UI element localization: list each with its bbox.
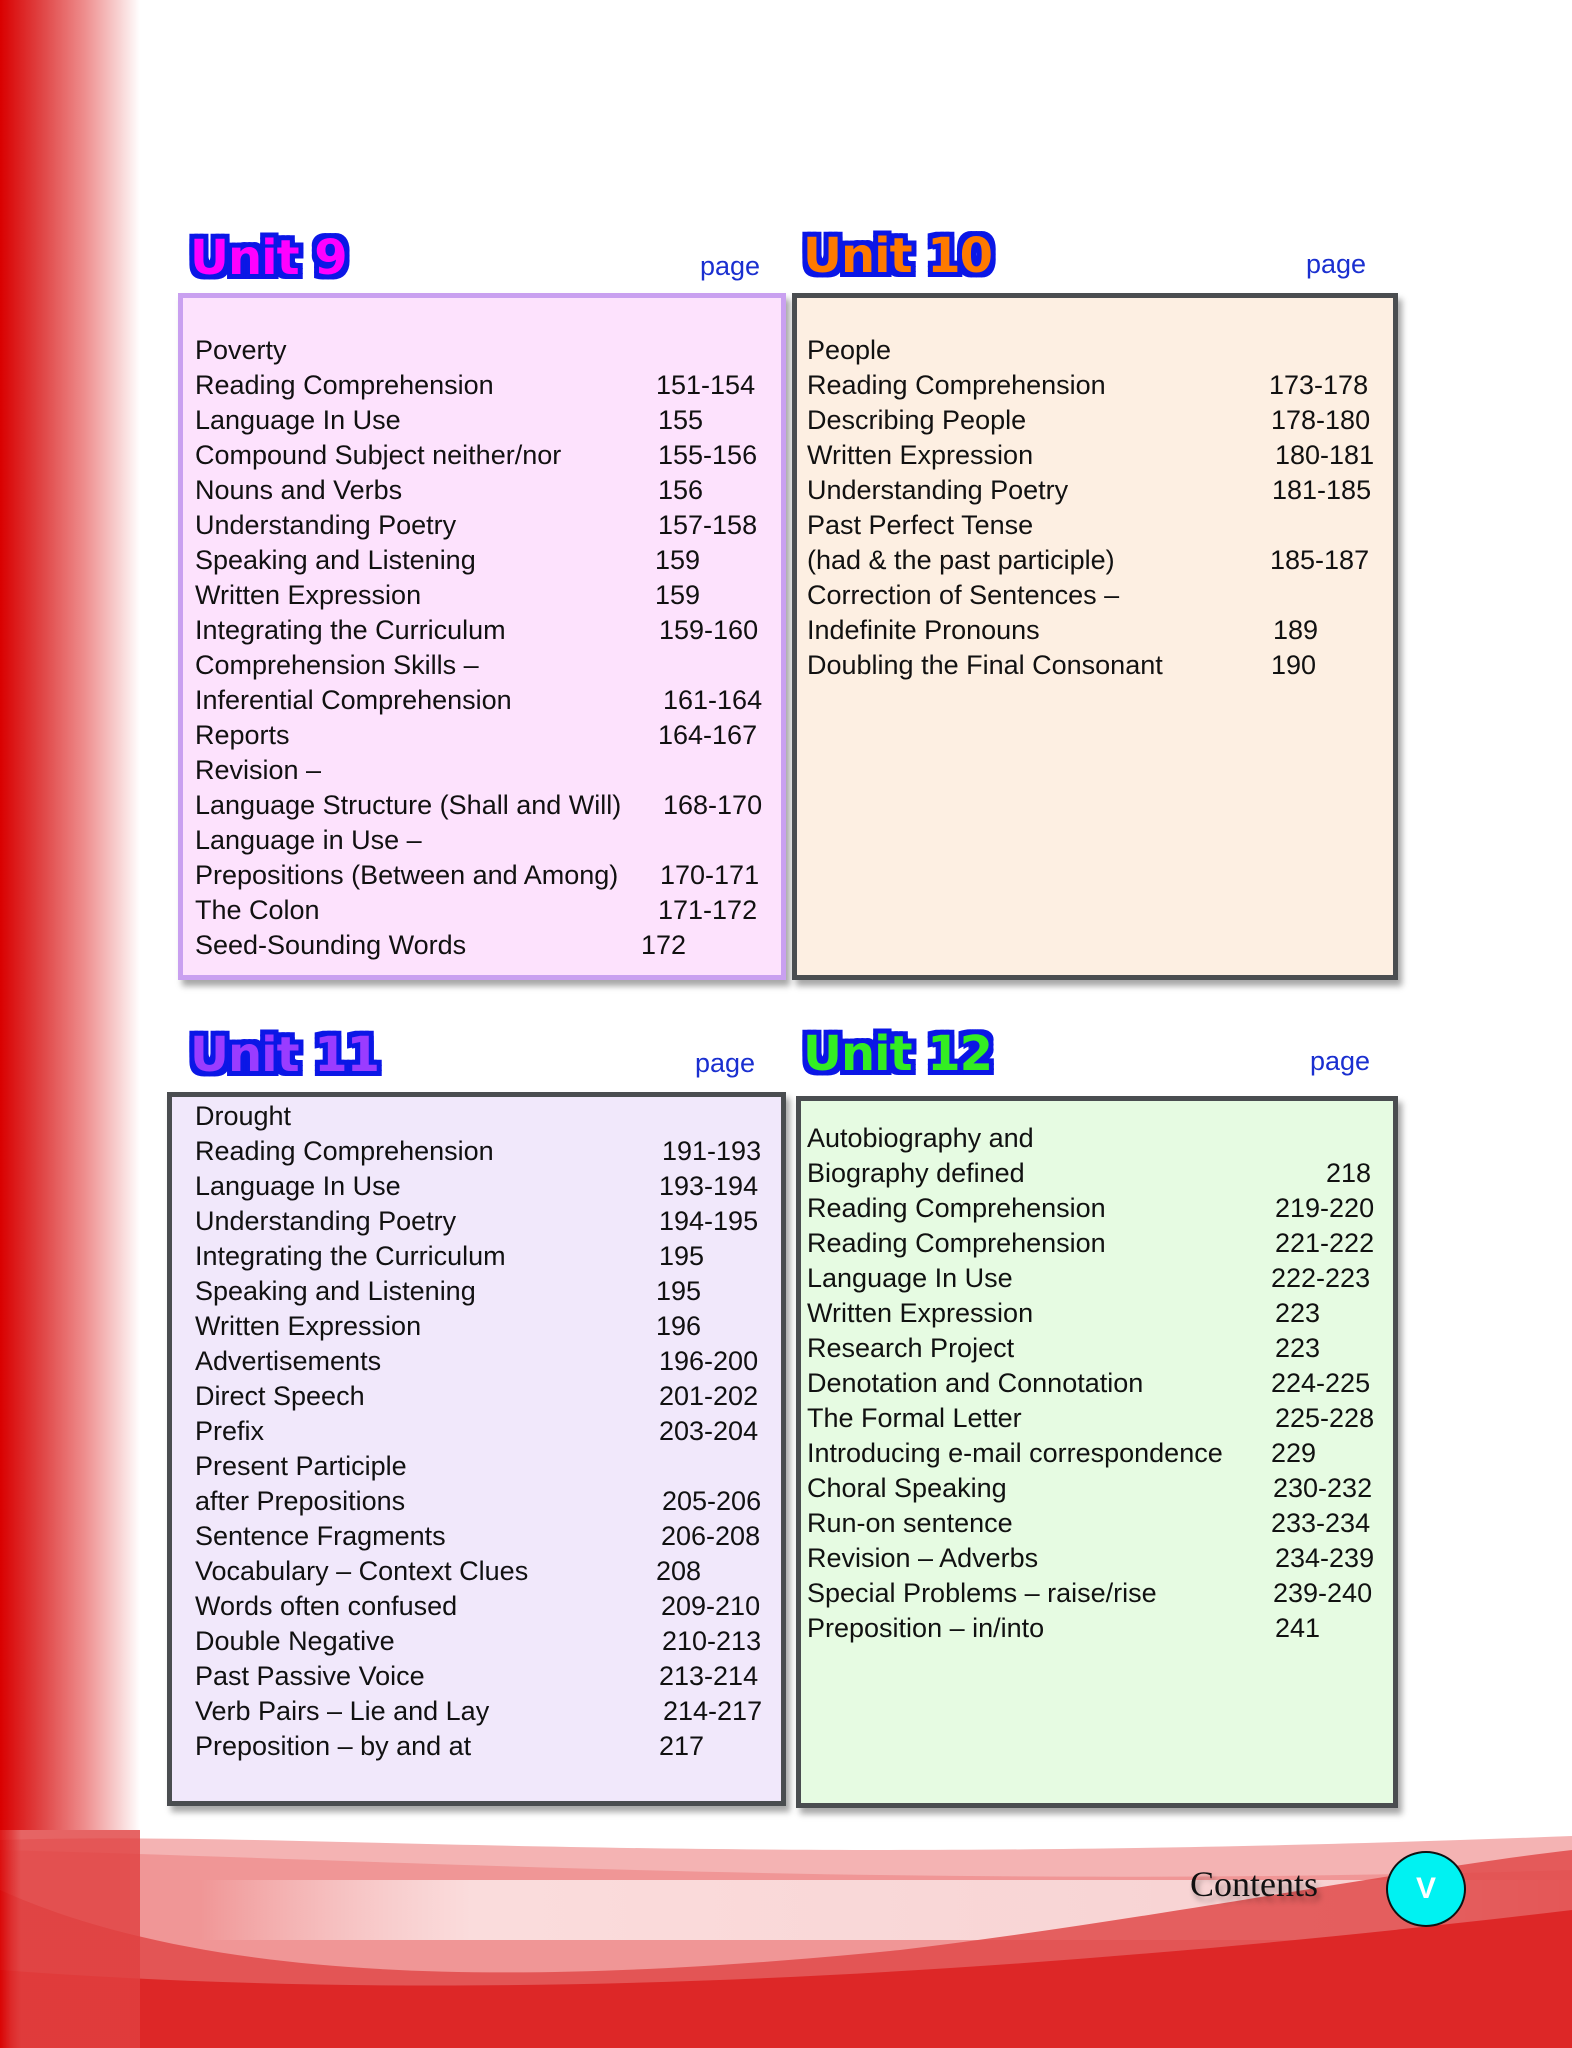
entry-title: Past Perfect Tense — [807, 510, 1034, 540]
unit-12-page-label: page — [1310, 1046, 1371, 1076]
entry-title: Preposition – by and at — [195, 1731, 472, 1761]
toc-entry[interactable] — [183, 928, 781, 963]
toc-entry[interactable] — [801, 1576, 1393, 1611]
entry-pages: 159-160 — [659, 615, 759, 645]
entry-title: Choral Speaking — [807, 1473, 1007, 1503]
toc-entry[interactable] — [801, 1611, 1393, 1646]
toc-entry[interactable] — [172, 1484, 781, 1519]
unit-11-box — [167, 1092, 786, 1806]
entry-title: after Prepositions — [195, 1486, 406, 1516]
entry-pages: 196 — [656, 1311, 702, 1341]
unit-12-title: Unit 12 — [803, 1026, 993, 1082]
entry-pages: 210-213 — [662, 1626, 762, 1656]
entry-pages: 172 — [641, 930, 687, 960]
entry-title: Vocabulary – Context Clues — [195, 1556, 529, 1586]
toc-entry[interactable] — [172, 1519, 781, 1554]
toc-entry[interactable] — [797, 473, 1393, 508]
entry-pages: 218 — [1326, 1158, 1372, 1188]
entry-pages: 209-210 — [661, 1591, 761, 1621]
unit-10-page-label: page — [1306, 249, 1367, 279]
unit-11-title: Unit 11 — [190, 1027, 380, 1083]
toc-entry[interactable] — [183, 543, 781, 578]
toc-entry[interactable] — [172, 1169, 781, 1204]
toc-entry[interactable] — [801, 1506, 1393, 1541]
entry-pages: 224-225 — [1271, 1368, 1371, 1398]
entry-title: Reading Comprehension — [807, 1193, 1106, 1223]
entry-title: Written Expression — [807, 1298, 1034, 1328]
entry-pages: 159 — [655, 545, 701, 575]
toc-entry[interactable] — [183, 368, 781, 403]
entry-title: (had & the past participle) — [807, 545, 1115, 575]
entry-pages: 195 — [659, 1241, 705, 1271]
entry-title: Seed-Sounding Words — [195, 930, 467, 960]
toc-entry[interactable] — [183, 508, 781, 543]
entry-pages: 155 — [658, 405, 704, 435]
toc-entry[interactable] — [801, 1261, 1393, 1296]
entry-pages: 233-234 — [1271, 1508, 1371, 1538]
toc-entry[interactable] — [797, 368, 1393, 403]
toc-entry[interactable] — [183, 893, 781, 928]
toc-entry[interactable] — [183, 753, 781, 788]
entry-title: Research Project — [807, 1333, 1015, 1363]
toc-entry[interactable] — [801, 1121, 1393, 1156]
toc-entry[interactable] — [797, 578, 1393, 613]
entry-title: Written Expression — [195, 580, 422, 610]
entry-title: Past Passive Voice — [195, 1661, 425, 1691]
entry-pages: 193-194 — [659, 1171, 759, 1201]
entry-pages: 230-232 — [1273, 1473, 1373, 1503]
toc-entry[interactable] — [801, 1471, 1393, 1506]
toc-entry[interactable] — [172, 1624, 781, 1659]
toc-entry[interactable] — [183, 858, 781, 893]
footer-contents-label: Contents — [1190, 1864, 1319, 1904]
entry-pages: 201-202 — [659, 1381, 759, 1411]
toc-entry[interactable] — [797, 438, 1393, 473]
entry-pages: 196-200 — [659, 1346, 759, 1376]
entry-title: Comprehension Skills – — [195, 650, 479, 680]
entry-title: Revision – — [195, 755, 322, 785]
entry-title: Describing People — [807, 405, 1027, 435]
entry-title: The Colon — [195, 895, 320, 925]
entry-title: Language Structure (Shall and Will) — [195, 790, 622, 820]
entry-title: Prefix — [195, 1416, 265, 1446]
entry-title: Poverty — [195, 335, 287, 365]
entry-title: Drought — [195, 1101, 292, 1131]
entry-title: Advertisements — [195, 1346, 382, 1376]
entry-pages: 205-206 — [662, 1486, 762, 1516]
toc-entry[interactable] — [172, 1414, 781, 1449]
entry-title: Preposition – in/into — [807, 1613, 1045, 1643]
entry-title: Reading Comprehension — [807, 1228, 1106, 1258]
entry-pages: 229 — [1271, 1438, 1317, 1468]
entry-pages: 219-220 — [1275, 1193, 1375, 1223]
entry-title: Understanding Poetry — [807, 475, 1069, 505]
entry-pages: 168-170 — [663, 790, 763, 820]
entry-title: Inferential Comprehension — [195, 685, 512, 715]
toc-entry[interactable] — [801, 1191, 1393, 1226]
entry-title: Language in Use – — [195, 825, 422, 855]
toc-entry[interactable] — [797, 403, 1393, 438]
entry-title: Understanding Poetry — [195, 510, 457, 540]
entry-title: Direct Speech — [195, 1381, 365, 1411]
toc-entry[interactable] — [172, 1099, 781, 1134]
toc-entry[interactable] — [797, 333, 1393, 368]
entry-title: Double Negative — [195, 1626, 395, 1656]
entry-title: Prepositions (Between and Among) — [195, 860, 619, 890]
unit-9-entries — [183, 333, 781, 963]
unit-12-box — [796, 1096, 1398, 1808]
toc-entry[interactable] — [172, 1554, 781, 1589]
entry-title: Understanding Poetry — [195, 1206, 457, 1236]
toc-entry[interactable] — [172, 1379, 781, 1414]
entry-title: Correction of Sentences – — [807, 580, 1120, 610]
entry-pages: 190 — [1271, 650, 1317, 680]
entry-pages: 203-204 — [659, 1416, 759, 1446]
toc-entry[interactable] — [183, 403, 781, 438]
entry-pages: 185-187 — [1270, 545, 1370, 575]
wave-graphic — [0, 1830, 1572, 2048]
entry-title: Run-on sentence — [807, 1508, 1013, 1538]
entry-pages: 156 — [658, 475, 704, 505]
footer-wave — [0, 1830, 1572, 2048]
entry-title: Reading Comprehension — [195, 370, 494, 400]
entry-pages: 155-156 — [658, 440, 758, 470]
entry-title: Revision – Adverbs — [807, 1543, 1039, 1573]
entry-title: Language In Use — [195, 405, 401, 435]
toc-entry[interactable] — [172, 1309, 781, 1344]
entry-pages: 171-172 — [658, 895, 758, 925]
entry-pages: 164-167 — [658, 720, 758, 750]
entry-title: People — [807, 335, 892, 365]
toc-entry[interactable] — [797, 613, 1393, 648]
entry-pages: 181-185 — [1272, 475, 1372, 505]
left-red-stripe — [0, 0, 140, 2048]
unit-9-box — [178, 293, 786, 980]
entry-pages: 206-208 — [661, 1521, 761, 1551]
toc-entry[interactable] — [172, 1589, 781, 1624]
entry-title: The Formal Letter — [807, 1403, 1022, 1433]
entry-title: Speaking and Listening — [195, 1276, 476, 1306]
toc-entry[interactable] — [183, 578, 781, 613]
toc-entry[interactable] — [183, 438, 781, 473]
entry-pages: 241 — [1275, 1613, 1321, 1643]
entry-title: Written Expression — [807, 440, 1034, 470]
entry-pages: 208 — [656, 1556, 702, 1586]
toc-entry[interactable] — [797, 543, 1393, 578]
unit-10-entries — [797, 333, 1393, 683]
toc-entry[interactable] — [801, 1156, 1393, 1191]
entry-title: Written Expression — [195, 1311, 422, 1341]
toc-entry[interactable] — [801, 1226, 1393, 1261]
toc-entry[interactable] — [801, 1436, 1393, 1471]
unit-11-entries — [172, 1099, 781, 1764]
unit-9-title: Unit 9 — [190, 230, 347, 286]
toc-entry[interactable] — [172, 1204, 781, 1239]
toc-entry[interactable] — [183, 788, 781, 823]
entry-pages: 173-178 — [1269, 370, 1369, 400]
entry-title: Special Problems – raise/rise — [807, 1578, 1157, 1608]
toc-entry[interactable] — [172, 1344, 781, 1379]
toc-entry[interactable] — [172, 1659, 781, 1694]
entry-title: Words often confused — [195, 1591, 458, 1621]
toc-entry[interactable] — [183, 823, 781, 858]
entry-title: Autobiography and — [807, 1123, 1034, 1153]
entry-title: Introducing e-mail correspondence — [807, 1438, 1223, 1468]
entry-pages: 213-214 — [659, 1661, 759, 1691]
toc-entry[interactable] — [183, 683, 781, 718]
toc-entry[interactable] — [801, 1401, 1393, 1436]
toc-entry[interactable] — [801, 1331, 1393, 1366]
toc-entry[interactable] — [172, 1729, 781, 1764]
entry-title: Doubling the Final Consonant — [807, 650, 1163, 680]
toc-entry[interactable] — [183, 613, 781, 648]
entry-title: Indefinite Pronouns — [807, 615, 1040, 645]
entry-title: Biography defined — [807, 1158, 1025, 1188]
toc-entry[interactable] — [797, 508, 1393, 543]
entry-title: Sentence Fragments — [195, 1521, 446, 1551]
unit-10-box — [792, 293, 1398, 980]
entry-pages: 195 — [656, 1276, 702, 1306]
toc-entry[interactable] — [183, 333, 781, 368]
entry-pages: 221-222 — [1275, 1228, 1375, 1258]
entry-title: Reading Comprehension — [807, 370, 1106, 400]
entry-pages: 223 — [1275, 1298, 1321, 1328]
entry-pages: 189 — [1273, 615, 1319, 645]
entry-pages: 217 — [659, 1731, 705, 1761]
unit-10-title: Unit 10 — [803, 228, 993, 284]
toc-entry[interactable] — [172, 1694, 781, 1729]
page-number-badge: V — [1386, 1851, 1466, 1927]
toc-entry[interactable] — [172, 1239, 781, 1274]
entry-pages: 214-217 — [663, 1696, 763, 1726]
entry-pages: 159 — [655, 580, 701, 610]
entry-title: Reports — [195, 720, 290, 750]
unit-11-page-label: page — [695, 1048, 756, 1078]
entry-pages: 180-181 — [1275, 440, 1375, 470]
toc-entry[interactable] — [797, 648, 1393, 683]
entry-title: Integrating the Curriculum — [195, 615, 506, 645]
toc-entry[interactable] — [801, 1366, 1393, 1401]
toc-entry[interactable] — [183, 648, 781, 683]
entry-title: Denotation and Connotation — [807, 1368, 1144, 1398]
entry-title: Verb Pairs – Lie and Lay — [195, 1696, 490, 1726]
toc-entry[interactable] — [801, 1541, 1393, 1576]
toc-entry[interactable] — [183, 473, 781, 508]
entry-pages: 225-228 — [1275, 1403, 1375, 1433]
toc-entry[interactable] — [172, 1134, 781, 1169]
entry-title: Language In Use — [807, 1263, 1013, 1293]
entry-title: Compound Subject neither/nor — [195, 440, 562, 470]
toc-entry[interactable] — [183, 718, 781, 753]
entry-pages: 170-171 — [660, 860, 760, 890]
entry-pages: 161-164 — [663, 685, 763, 715]
unit-9-page-label: page — [700, 251, 761, 281]
entry-pages: 194-195 — [659, 1206, 759, 1236]
entry-pages: 151-154 — [656, 370, 756, 400]
entry-title: Nouns and Verbs — [195, 475, 403, 505]
entry-pages: 222-223 — [1271, 1263, 1371, 1293]
unit-12-entries — [801, 1121, 1393, 1646]
entry-title: Integrating the Curriculum — [195, 1241, 506, 1271]
toc-entry[interactable] — [172, 1449, 781, 1484]
entry-pages: 157-158 — [658, 510, 758, 540]
entry-pages: 223 — [1275, 1333, 1321, 1363]
entry-pages: 234-239 — [1275, 1543, 1375, 1573]
entry-title: Present Participle — [195, 1451, 407, 1481]
entry-pages: 178-180 — [1271, 405, 1371, 435]
toc-entry[interactable] — [801, 1296, 1393, 1331]
entry-pages: 191-193 — [662, 1136, 762, 1166]
entry-title: Speaking and Listening — [195, 545, 476, 575]
toc-entry[interactable] — [172, 1274, 781, 1309]
entry-title: Language In Use — [195, 1171, 401, 1201]
entry-pages: 239-240 — [1273, 1578, 1373, 1608]
entry-title: Reading Comprehension — [195, 1136, 494, 1166]
